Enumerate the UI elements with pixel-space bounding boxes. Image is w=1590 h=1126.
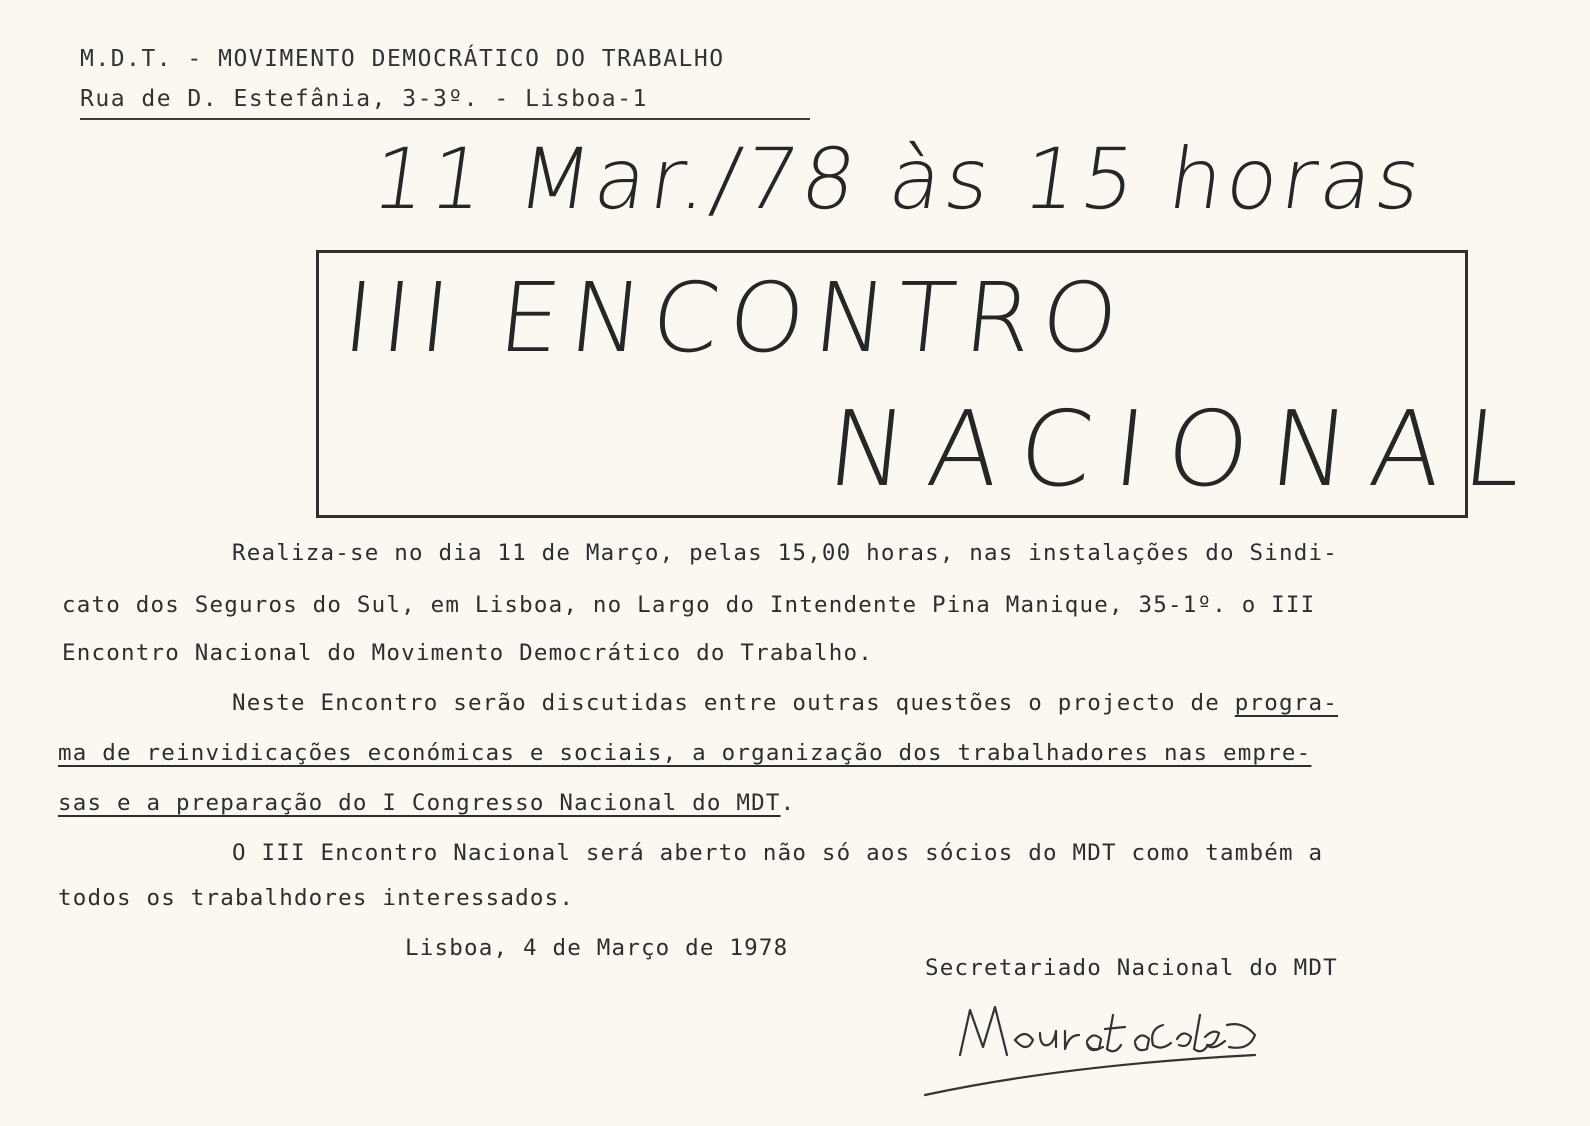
- signatory-title: Secretariado Nacional do MDT: [925, 955, 1338, 981]
- body-line-6: [58, 790, 1538, 816]
- body-line-2: cato dos Seguros do Sul, em Lisboa, no Largo do Intendente Pina Manique, 35-1º. o III: [62, 592, 1316, 618]
- body-line-8: todos os trabalhdores interessados.: [58, 885, 575, 911]
- title-line-2: NACIONAL: [822, 388, 1551, 510]
- body-line-1: Realiza-se no dia 11 de Março, pelas 15,00 horas, nas instalações do Sindi-: [232, 540, 1338, 566]
- title-line-1: III ENCONTRO: [338, 262, 1134, 374]
- body-line-4-underlined: progra-: [1234, 690, 1338, 716]
- body-line-4-text: Neste Encontro serão discutidas entre outras questões o projecto de: [232, 690, 1235, 716]
- organization-address: Rua de D. Estefânia, 3-3º. - Lisboa-1: [80, 86, 648, 112]
- body-line-6-end: .: [780, 790, 796, 816]
- place-and-date: Lisboa, 4 de Março de 1978: [405, 935, 789, 961]
- body-line-4: [232, 690, 1590, 716]
- body-line-7: O III Encontro Nacional será aberto não só aos sócios do MDT como também a: [232, 840, 1324, 866]
- body-line-6-underlined: sas e a preparação do I Congresso Nacional do MDT: [58, 790, 781, 816]
- body-line-3: Encontro Nacional do Movimento Democrático do Trabalho.: [62, 640, 874, 666]
- header-divider: [80, 118, 810, 120]
- organization-name: M.D.T. - MOVIMENTO DEMOCRÁTICO DO TRABALHO: [80, 46, 725, 72]
- date-stamp: 11 Mar./78 às 15 horas: [366, 130, 1431, 228]
- body-line-5: ma de reinvidicações económicas e sociais, a organização dos trabalhadores nas empre-: [58, 740, 1312, 766]
- handwritten-signature: [915, 985, 1335, 1105]
